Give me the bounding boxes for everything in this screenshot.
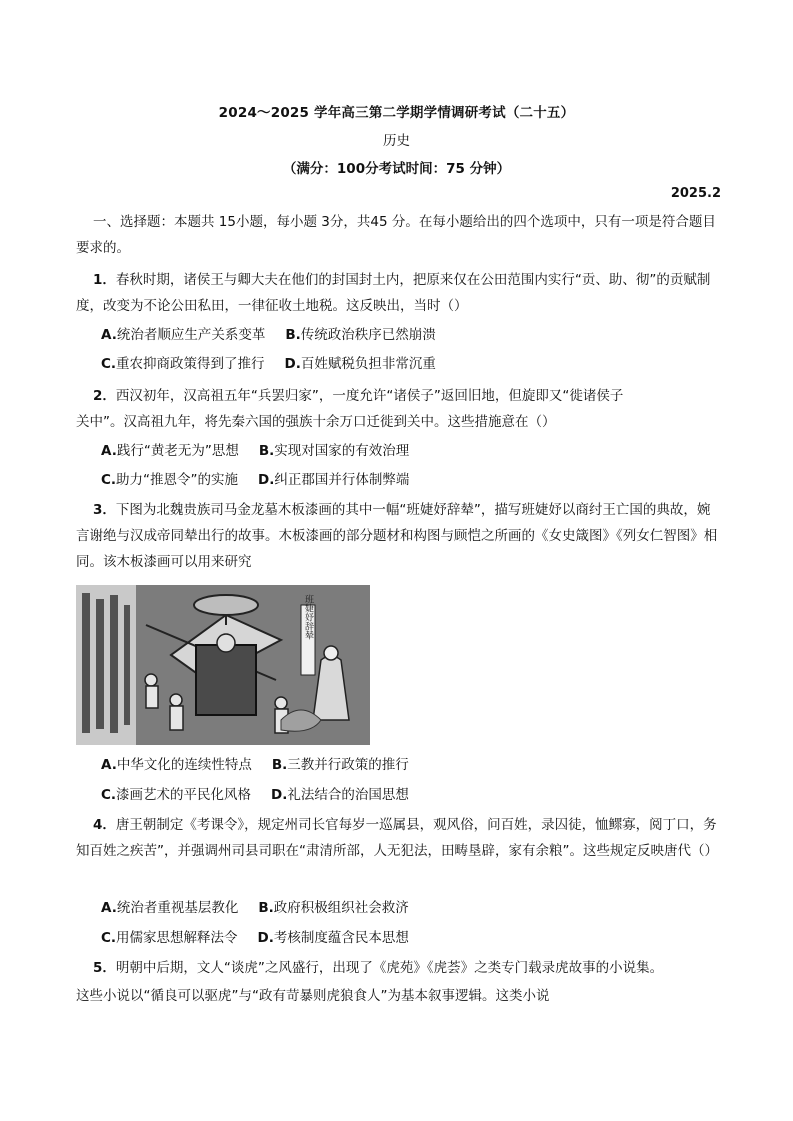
option-b[interactable]: B.实现对国家的有效治理 (258, 443, 410, 459)
exam-meta: （满分：100分考试时间：75 分钟） (282, 161, 511, 177)
subject-title: 历史 (383, 133, 410, 149)
exam-title: 2024～2025 学年高三第二学期学情调研考试（二十五） (218, 105, 575, 121)
option-c[interactable]: C.用儒家思想解释法令 (101, 930, 238, 946)
option-c[interactable]: C.重农抑商政策得到了推行 (101, 356, 265, 372)
question-stem: 唐王朝制定《考课令》，规定州司长官每岁一巡属县，观风俗，问百姓，录囚徒，恤鳏寡，阅丁口，务知百姓之疾苦”，并强调州司县司职在“肃清所部，人无犯法，田畴垦辟，家有余粮”。这些规定反映唐代（） (76, 817, 718, 859)
lacquer-painting-illustration (76, 585, 370, 745)
option-row (101, 928, 409, 948)
option-a[interactable]: A.践行“黄老无为”思想 (101, 443, 239, 459)
question-stem-line-1: 明朝中后期，文人“谈虎”之风盛行，出现了《虎苑》《虎荟》之类专门载录虎故事的小说集。 (115, 960, 664, 976)
option-d[interactable]: D.礼法结合的治国思想 (271, 787, 409, 803)
question-stem-line-1: 西汉初年，汉高祖五年“兵罢归家”，一度允许“诸侯子”返回旧地，但旋即又“徙诸侯子 (115, 388, 624, 404)
option-d[interactable]: D.考核制度蕴含民本思想 (257, 930, 409, 946)
question-number: 2． (93, 388, 116, 404)
option-c[interactable]: C.漆画艺术的平民化风格 (101, 787, 252, 803)
question-stem-line-2: 这些小说以“循良可以驱虎”与“政有苛暴则虎狼食人”为基本叙事逻辑。这类小说 (76, 988, 550, 1004)
question-3 (76, 497, 720, 575)
question-stem: 下图为北魏贵族司马金龙墓木板漆画的其中一幅“班婕妤辞辇”，描写班婕妤以商纣王亡国的典故，婉言谢绝与汉成帝同辇出行的故事。木板漆画的部分题材和构图与顾恺之所画的《女史箴图》《列女仁智图》相同。该木板漆画可以用来研究 (76, 502, 718, 570)
question-number: 4． (93, 817, 116, 833)
option-row (101, 354, 436, 374)
option-row (101, 470, 409, 490)
option-a[interactable]: A.中华文化的连续性特点 (101, 757, 252, 773)
section-intro: 一、选择题：本题共 15小题，每小题 3分，共45 分。在每小题给出的四个选项中，只有一项是符合题目要求的。 (76, 214, 716, 256)
question-4 (76, 812, 720, 864)
option-row (101, 755, 409, 775)
option-row (101, 441, 409, 461)
option-a[interactable]: A.统治者重视基层教化 (101, 900, 239, 916)
option-row (101, 325, 436, 345)
question-2 (76, 383, 720, 409)
option-b[interactable]: B.政府积极组织社会救济 (258, 900, 409, 916)
question-5 (76, 955, 720, 981)
option-b[interactable]: B.三教并行政策的推行 (271, 757, 409, 773)
question-stem: 春秋时期，诸侯王与卿大夫在他们的封国封土内，把原来仅在公田范围内实行“贡、助、彻”的贡赋制度，改变为不论公田私田，一律征收土地税。这反映出，当时（） (76, 272, 711, 314)
option-a[interactable]: A.统治者顺应生产关系变革 (101, 327, 266, 343)
option-d[interactable]: D.纠正郡国并行体制弊端 (258, 472, 410, 488)
question-1 (76, 267, 720, 319)
lacquer-painting-image (76, 585, 370, 745)
question-number: 3． (93, 502, 116, 518)
option-row (101, 785, 409, 805)
option-c[interactable]: C.助力“推恩令”的实施 (101, 472, 239, 488)
question-number: 1． (93, 272, 116, 288)
option-b[interactable]: B.传统政治秩序已然崩溃 (285, 327, 436, 343)
option-row (101, 898, 409, 918)
figure-caption: 班婕妤辞辇 (303, 594, 313, 640)
question-number: 5． (93, 960, 116, 976)
exam-date: 2025.2 (670, 186, 721, 201)
question-stem-line-2: 关中”。汉高祖九年，将先秦六国的强族十余万口迁徙到关中。这些措施意在（） (76, 414, 556, 430)
option-d[interactable]: D.百姓赋税负担非常沉重 (284, 356, 436, 372)
